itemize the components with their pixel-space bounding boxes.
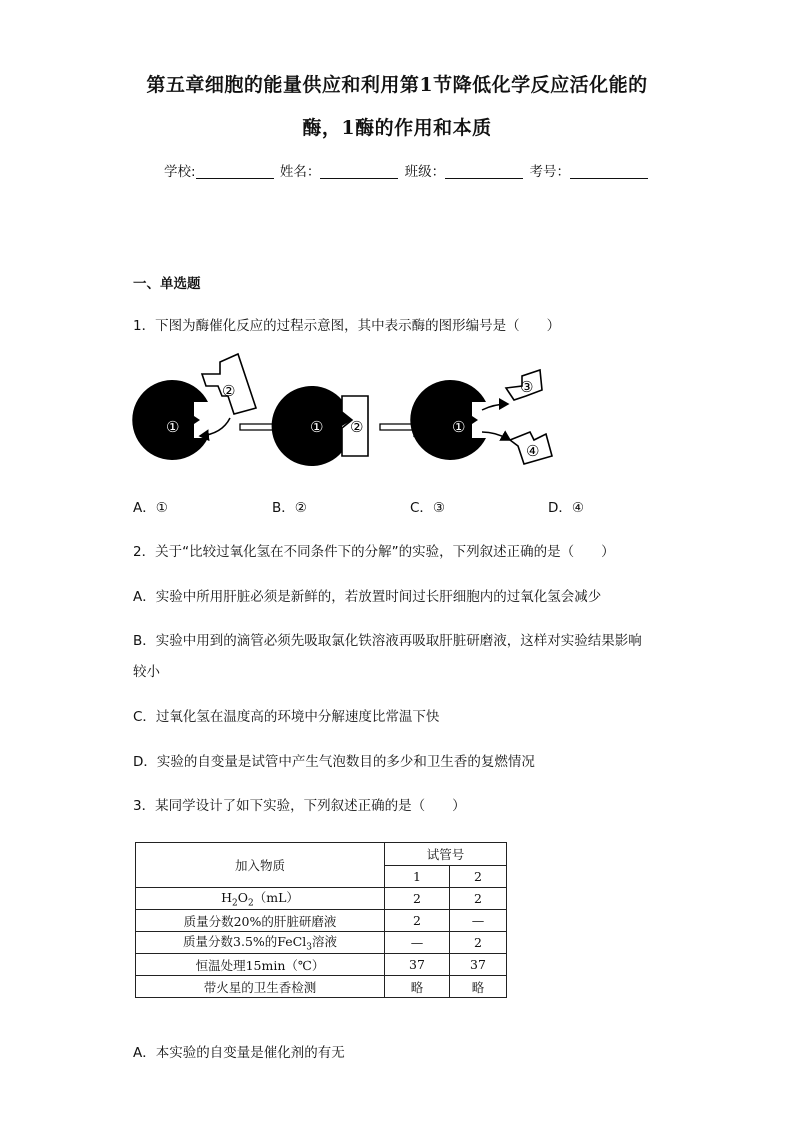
row-v1: 2 [385, 888, 450, 910]
row-name: 带火星的卫生香检测 [136, 976, 385, 998]
experiment-table [135, 842, 507, 998]
label-1a: ① [166, 418, 180, 436]
q2-option-d[interactable]: D．实验的自变量是试管中产生气泡数目的多少和卫生香的复燃情况 [133, 754, 535, 770]
q1-stem: 1．下图为酶催化反应的过程示意图，其中表示酶的图形编号是（ ） [133, 318, 561, 334]
q1-option-a[interactable]: A．① [133, 500, 168, 516]
row-name: 恒温处理15min（℃） [136, 954, 385, 976]
enzyme-shape-3 [410, 380, 486, 460]
q1-option-c[interactable]: C．③ [410, 500, 446, 516]
label-2b: ② [350, 418, 364, 436]
class-label: 班级： [404, 164, 446, 180]
q2-option-c[interactable]: C．过氧化氢在温度高的环境中分解速度比常温下快 [133, 709, 440, 725]
student-info-line [164, 160, 650, 180]
table-row [136, 888, 507, 910]
school-label: 学校: [164, 164, 196, 180]
label-2a: ② [222, 382, 236, 400]
q1-option-b[interactable]: B．② [272, 500, 307, 516]
label-3: ③ [520, 378, 534, 396]
row-v2: 2 [450, 932, 507, 954]
product-arrow-4 [482, 432, 510, 440]
header-tube-1: 1 [385, 865, 450, 888]
exam-no-label: 考号： [529, 164, 570, 180]
binding-arrow [200, 418, 230, 436]
row-v2: 2 [450, 888, 507, 910]
class-blank[interactable] [445, 164, 523, 179]
name-label: 姓名： [279, 164, 321, 180]
row-v1: 2 [385, 910, 450, 932]
row-v1: 37 [385, 954, 450, 976]
product-arrow-3 [482, 404, 508, 410]
page-title-line2: 酶，1酶的作用和本质 [302, 117, 492, 139]
q3-option-a[interactable]: A．本实验的自变量是催化剂的有无 [133, 1045, 345, 1061]
row-name: $H_2O_2(mL)$ [136, 888, 385, 910]
row-name: 质量分数3.5%的FeCl$_3$溶液 [136, 932, 385, 954]
q3-stem: 3．某同学设计了如下实验，下列叙述正确的是（ ） [133, 798, 466, 814]
q2-stem: 2．关于“比较过氧化氢在不同条件下的分解”的实验，下列叙述正确的是（ ） [133, 544, 615, 560]
section-title: 一、单选题 [133, 276, 201, 292]
q2-option-b-cont: 较小 [133, 664, 160, 680]
q1-option-d[interactable]: D．④ [548, 500, 584, 516]
row-v2: 37 [450, 954, 507, 976]
row-name: 质量分数20%的肝脏研磨液 [136, 910, 385, 932]
row-v1: 略 [385, 976, 450, 998]
q2-option-a[interactable]: A．实验中所用肝脏必须是新鲜的，若放置时间过长肝细胞内的过氧化氢会减少 [133, 589, 602, 605]
header-tube-2: 2 [450, 865, 507, 888]
school-blank[interactable] [196, 164, 274, 179]
q2-option-b[interactable]: B．实验中用到的滴管必须先吸取氯化铁溶液再吸取肝脏研磨液，这样对实验结果影响 [133, 633, 642, 649]
table-row [136, 910, 507, 932]
label-1c: ① [452, 418, 466, 436]
table-row [136, 976, 507, 998]
enzyme-reaction-diagram [130, 352, 570, 482]
name-blank[interactable] [320, 164, 398, 179]
row-v2: — [450, 910, 507, 932]
label-1b: ① [310, 418, 324, 436]
page-title-line1: 第五章细胞的能量供应和利用第1节降低化学反应活化能的 [146, 74, 648, 96]
row-v2: 略 [450, 976, 507, 998]
header-substance: 加入物质 [136, 843, 385, 888]
row-v1: — [385, 932, 450, 954]
table-row [136, 932, 507, 954]
exam-no-blank[interactable] [570, 164, 648, 179]
table-row [136, 954, 507, 976]
header-tube: 试管号 [385, 843, 507, 866]
label-4: ④ [526, 442, 540, 460]
